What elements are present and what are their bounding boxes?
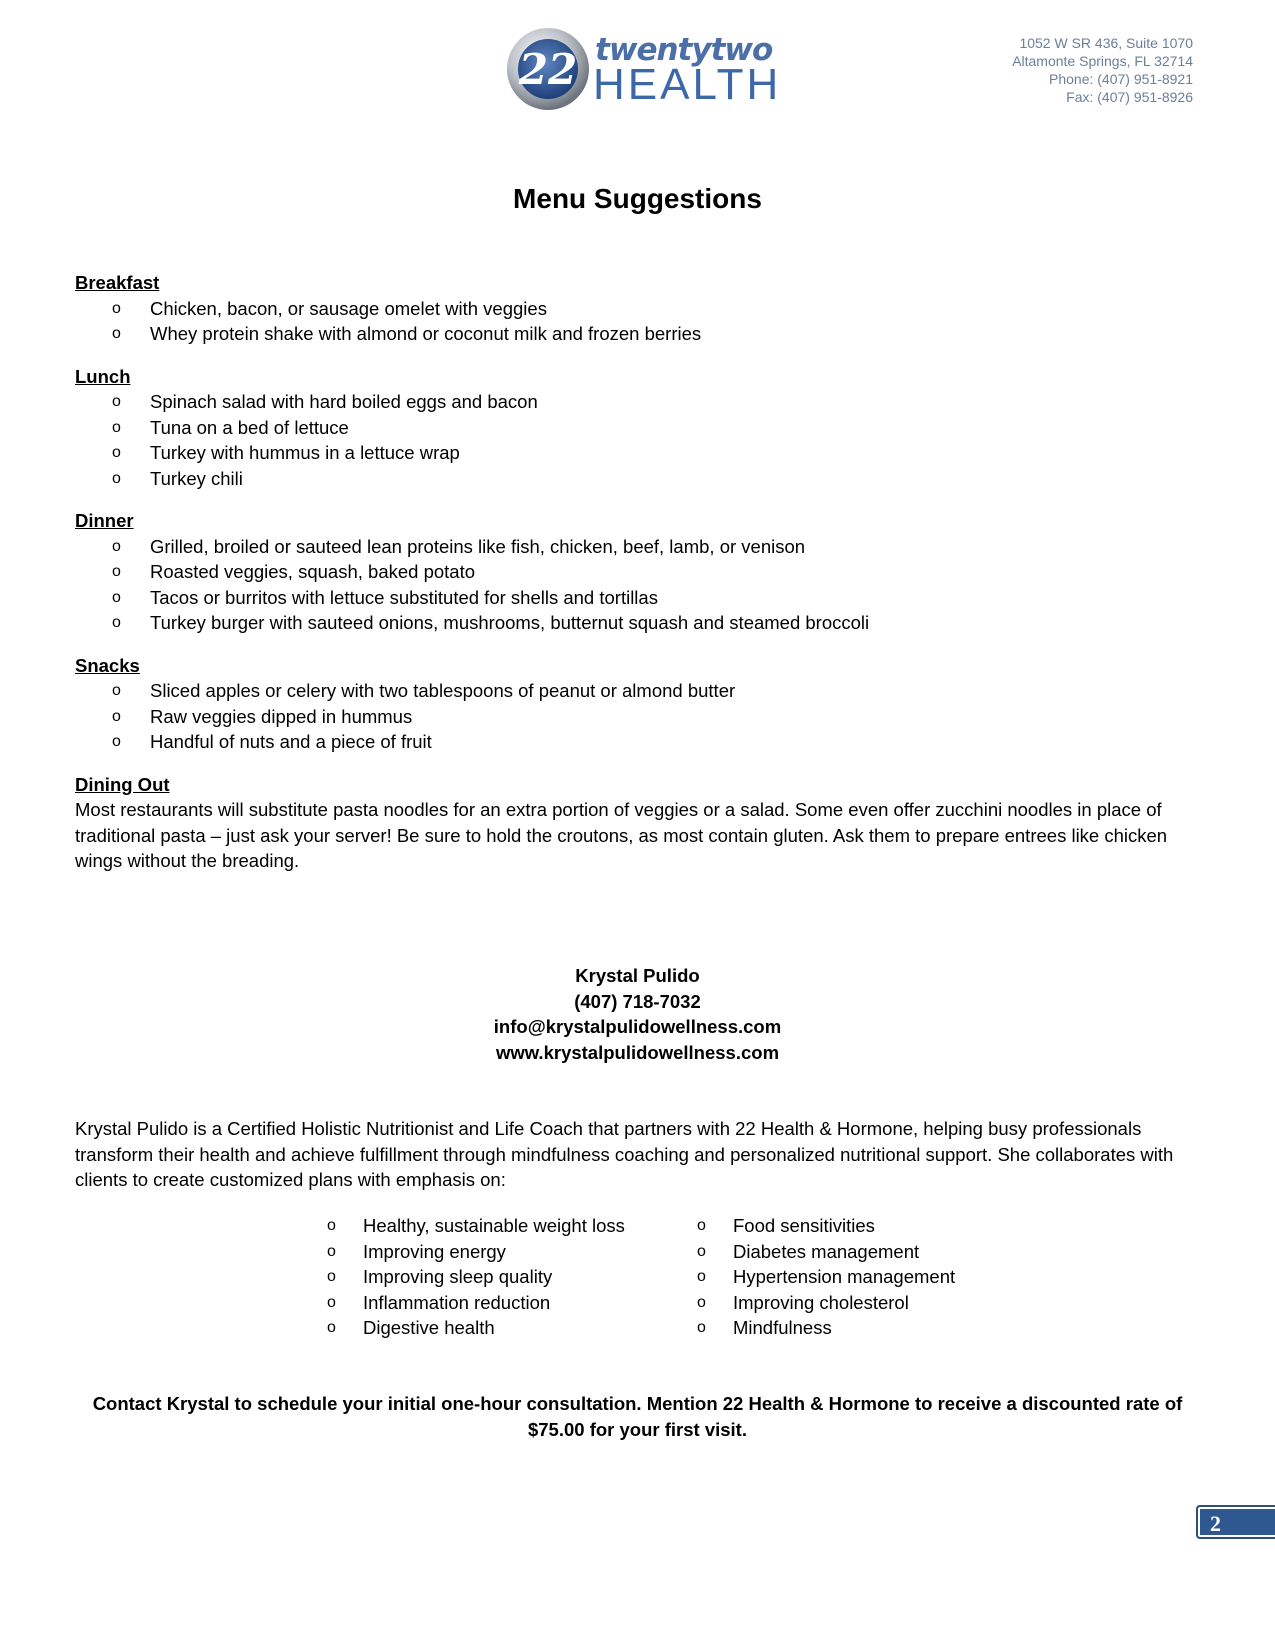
bullet-icon: o: [112, 682, 121, 699]
bullet-icon: o: [112, 393, 121, 410]
list-item: o Improving cholesterol: [690, 1290, 955, 1316]
page-title: Menu Suggestions: [513, 183, 762, 214]
bullet-icon: o: [327, 1217, 336, 1234]
office-address: [933, 34, 1193, 106]
bullet-icon: o: [697, 1242, 706, 1260]
list-item: o Tuna on a bed of lettuce: [75, 415, 1205, 441]
fax-line: Fax: (407) 951-8926: [1066, 89, 1193, 105]
section-heading: Lunch: [75, 365, 131, 387]
list-item: o Spinach salad with hard boiled eggs and bacon: [75, 389, 1205, 415]
list-item: o Inflammation reduction: [320, 1290, 625, 1316]
section-breakfast: [75, 270, 1205, 347]
section-dining-out: [75, 772, 1205, 874]
section-snacks: [75, 653, 1205, 755]
list-item: o Raw veggies dipped in hummus: [75, 704, 1205, 730]
list-item: o Chicken, bacon, or sausage omelet with veggies: [75, 296, 1205, 322]
section-lunch: [75, 364, 1205, 492]
logo-badge-text: 22: [518, 45, 578, 94]
menu-content: [75, 270, 1205, 891]
bullet-icon: o: [697, 1319, 706, 1336]
bullet-icon: o: [112, 707, 121, 725]
list-item: o Sliced apples or celery with two tablespoons of peanut or almond butter: [75, 678, 1205, 704]
contact-website: www.krystalpulidowellness.com: [495, 1041, 780, 1063]
bullet-icon: o: [327, 1268, 336, 1285]
section-heading: Dining Out: [75, 773, 170, 795]
bullet-icon: o: [327, 1293, 336, 1311]
list-item: o Improving sleep quality: [320, 1264, 625, 1290]
bullet-icon: o: [112, 444, 121, 461]
bullet-icon: o: [327, 1319, 336, 1336]
list-item: o Handful of nuts and a piece of fruit: [75, 729, 1205, 755]
contact-block: [0, 963, 1275, 1065]
bullet-icon: o: [112, 537, 121, 555]
section-heading: Breakfast: [75, 272, 160, 293]
logo-wordmark-bottom: HEALTH: [593, 60, 782, 109]
emphasis-list-left: [320, 1213, 625, 1341]
bullet-icon: o: [112, 614, 121, 631]
section-heading: Dinner: [75, 510, 134, 531]
company-logo: [505, 26, 782, 112]
bullet-icon: o: [112, 563, 121, 580]
list-item: o Mindfulness: [690, 1315, 955, 1341]
list-item: o Whey protein shake with almond or coconut milk and frozen berries: [75, 321, 1205, 347]
bullet-icon: o: [112, 325, 121, 342]
list-item: o Turkey burger with sauteed onions, mushrooms, butternut squash and steamed broccoli: [75, 610, 1205, 636]
bullet-icon: o: [112, 299, 121, 317]
contact-email: info@krystalpulidowellness.com: [493, 1016, 782, 1037]
list-item: o Turkey with hummus in a lettuce wrap: [75, 440, 1205, 466]
list-item: o Improving energy: [320, 1239, 625, 1265]
bullet-icon: o: [112, 733, 121, 750]
logo-badge-icon: [505, 26, 591, 112]
section-heading: Snacks: [75, 654, 140, 676]
bullet-icon: o: [112, 588, 121, 606]
bullet-icon: o: [112, 418, 121, 436]
list-item: o Roasted veggies, squash, baked potato: [75, 559, 1205, 585]
address-line: Altamonte Springs, FL 32714: [1012, 53, 1193, 69]
list-item: o Grilled, broiled or sauteed lean proteins like fish, chicken, beef, lamb, or venison: [75, 534, 1205, 560]
list-item: o Hypertension management: [690, 1264, 955, 1290]
bullet-icon: o: [697, 1268, 706, 1285]
contact-name: Krystal Pulido: [575, 965, 700, 986]
list-item: o Turkey chili: [75, 466, 1205, 492]
contact-phone: (407) 718-7032: [574, 990, 701, 1012]
address-line: 1052 W SR 436, Suite 1070: [1019, 35, 1193, 51]
phone-line: Phone: (407) 951-8921: [1049, 71, 1193, 87]
list-item: o Tacos or burritos with lettuce substituted for shells and tortillas: [75, 585, 1205, 611]
dining-out-text: Most restaurants will substitute pasta noodles for an extra portion of veggies or a salad. Some even offer zucchini noodles in place of traditional pasta – just ask your server! Be sure to hold the croutons, as most contain gluten. Ask them to prepare entrees like chicken wings without the breading.: [75, 799, 1168, 871]
logo-wordmark-top: twentytwo: [595, 32, 773, 68]
list-item: o Digestive health: [320, 1315, 625, 1341]
list-item: o Healthy, sustainable weight loss: [320, 1213, 625, 1239]
bio-paragraph: Krystal Pulido is a Certified Holistic Nutritionist and Life Coach that partners with 22 Health & Hormone, helping busy professionals transform their health and achieve fulfillment through mindfulness coaching and personalized nutritional support. She collaborates with clients to create customized plans with emphasis on:: [75, 1118, 1174, 1190]
list-item: o Diabetes management: [690, 1239, 955, 1265]
page-number: 2: [1196, 1505, 1275, 1539]
bullet-icon: o: [697, 1293, 706, 1311]
list-item: o Food sensitivities: [690, 1213, 955, 1239]
bullet-icon: o: [112, 469, 121, 487]
bullet-icon: o: [327, 1242, 336, 1260]
consultation-offer: Contact Krystal to schedule your initial one-hour consultation. Mention 22 Health & Hormone to receive a discounted rate of $75.00 for your first visit.: [92, 1393, 1183, 1440]
emphasis-list-right: [690, 1213, 955, 1341]
bullet-icon: o: [697, 1217, 706, 1234]
section-dinner: [75, 508, 1205, 636]
